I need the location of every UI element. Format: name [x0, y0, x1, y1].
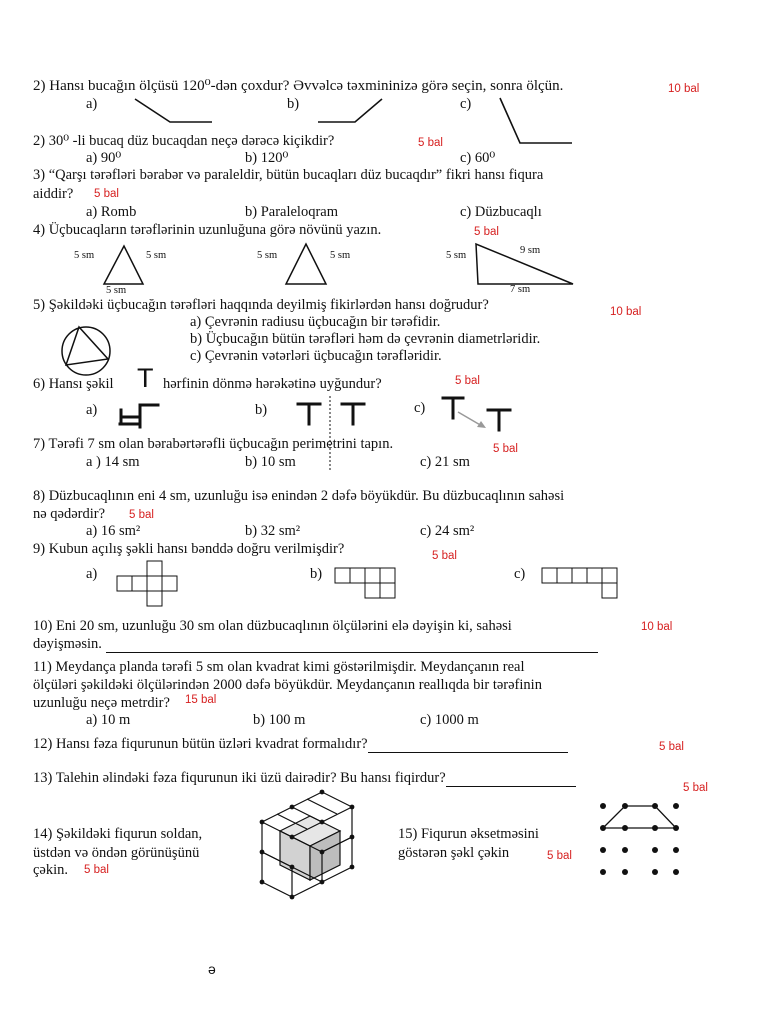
q2b-option-b: b) 120⁰ — [245, 150, 289, 166]
q13-points: 5 bal — [683, 782, 708, 794]
q15-points: 5 bal — [547, 850, 572, 862]
q5-text: 5) Şəkildəki üçbucağın tərəfləri haqqında deyilmiş fikirlərdən hansı doğrudur? — [33, 297, 489, 313]
q9-text: 9) Kubun açılış şəkli hansı bənddə doğru verilmişdir? — [33, 541, 345, 557]
q12-text: 12) Hansı fəza fiqurunun bütün üzləri kvadrat formalıdır? — [33, 736, 568, 753]
q6-option-a: a) — [86, 402, 98, 418]
q4-t2-right: 5 sm — [330, 250, 351, 261]
q9-option-b: b) — [310, 566, 323, 582]
q12-points: 5 bal — [659, 741, 684, 753]
q4-t1-right: 5 sm — [146, 250, 167, 261]
q10-points: 10 bal — [641, 621, 673, 633]
q9-option-c: c) — [514, 566, 526, 582]
q2b-option-c: c) 60⁰ — [460, 150, 496, 166]
q8-option-a: a) 16 sm² — [86, 523, 141, 539]
q7-text: 7) Tərəfi 7 sm olan bərabərtərəfli üçbucağın perimetrini tapın. — [33, 436, 394, 452]
q2b-text: 2) 30⁰ -li bucaq düz bucaqdan neçə dərəcə kiçikdir? — [33, 133, 335, 149]
q4-t3-right: 9 sm — [520, 245, 541, 256]
q11-option-a: a) 10 m — [86, 712, 131, 728]
q7-option-b: b) 10 sm — [245, 454, 296, 470]
q8-option-b: b) 32 sm² — [245, 523, 301, 539]
q8-points: 5 bal — [129, 509, 154, 521]
q7-points: 5 bal — [493, 443, 518, 455]
q2a-text: 2) Hansı bucağın ölçüsü 120⁰-dən çoxdur? Əvvəlcə təxmininizə görə seçin, sonra ölçün. — [33, 78, 564, 94]
q11-line1: 11) Meydança planda tərəfi 5 sm olan kvadrat kimi göstərilmişdir. Meydançanın real — [33, 659, 525, 675]
footer-mark: ə — [208, 961, 216, 977]
q6-option-b: b) — [255, 402, 268, 418]
q11-points: 15 bal — [185, 694, 217, 706]
q4-t1-left: 5 sm — [74, 250, 95, 261]
q2a-points: 10 bal — [668, 83, 700, 95]
q11-line3: uzunluğu neçə metrdir? — [33, 695, 170, 711]
q6-points: 5 bal — [455, 375, 480, 387]
q10-line2: dəyişməsin. — [33, 636, 598, 653]
q11-option-c: c) 1000 m — [420, 712, 479, 728]
q5-option-a: a) Çevrənin radiusu üçbucağın bir tərəfidir. — [190, 314, 441, 330]
q14-points: 5 bal — [84, 864, 109, 876]
q14-line2: üstdən və öndən görünüşünü — [33, 845, 200, 861]
q6-letter: T — [137, 363, 154, 393]
q3-option-a: a) Romb — [86, 204, 137, 220]
q6-pre: 6) Hansı şəkil — [33, 376, 114, 392]
q2b-points: 5 bal — [418, 137, 443, 149]
q15-line2: göstərən şəkl çəkin — [398, 845, 510, 861]
q6-option-c: c) — [414, 400, 426, 416]
q2a-option-c: c) — [460, 96, 472, 112]
q11-line2: ölçüləri şəkildəki ölçülərindən 2000 dəfə böyükdür. Meydançanın reallıqda bir tərəfinin — [33, 677, 542, 693]
q10-line1: 10) Eni 20 sm, uzunluğu 30 sm olan düzbucaqlının ölçülərini elə dəyişin ki, sahəsi — [33, 618, 512, 634]
q3-option-c: c) Düzbucaqlı — [460, 204, 542, 220]
q4-t3-left: 5 sm — [446, 250, 467, 261]
q8-option-c: c) 24 sm² — [420, 523, 475, 539]
q6-post: hərfinin dönmə hərəkətinə uyğundur? — [163, 376, 382, 392]
q14-line3: çəkin. — [33, 862, 69, 878]
q9-option-a: a) — [86, 566, 98, 582]
q14-line1: 14) Şəkildəki fiqurun soldan, — [33, 826, 203, 842]
q8-line1: 8) Düzbucaqlının eni 4 sm, uzunluğu isə enindən 2 dəfə böyükdür. Bu düzbucaqlının sahəsi — [33, 488, 565, 504]
q4-text: 4) Üçbucaqların tərəflərinin uzunluğuna görə növünü yazın. — [33, 222, 382, 238]
q11-option-b: b) 100 m — [253, 712, 306, 728]
q5-option-b: b) Üçbucağın bütün tərəfləri həm də çevrənin diametrləridir. — [190, 331, 541, 347]
q5-option-c: c) Çevrənin vətərləri üçbucağın tərəfləridir. — [190, 348, 442, 364]
q3-line1: 3) “Qarşı tərəfləri bərabər və paraleldir, bütün bucaqları düz bucaqdır” fikri hansı fiqura — [33, 167, 544, 183]
q8-line2: nə qədərdir? — [33, 506, 106, 522]
q13-text: 13) Talehin əlindəki fəza fiqurunun iki üzü dairədir? Bu hansı fiqirdur? — [33, 770, 576, 787]
q15-line1: 15) Fiqurun əksetməsini — [398, 826, 539, 842]
q4-t3-bottom: 7 sm — [510, 284, 531, 295]
q3-option-b: b) Paraleloqram — [245, 204, 339, 220]
q9-points: 5 bal — [432, 550, 457, 562]
q2a-option-a: a) — [86, 96, 98, 112]
q7-option-a: a ) 14 sm — [86, 454, 140, 470]
q7-option-c: c) 21 sm — [420, 454, 470, 470]
q3-line2: aiddir? — [33, 186, 74, 202]
q2a-option-b: b) — [287, 96, 300, 112]
q2b-option-a: a) 90⁰ — [86, 150, 122, 166]
q5-points: 10 bal — [610, 306, 642, 318]
q4-t2-left: 5 sm — [257, 250, 278, 261]
q4-t1-bottom: 5 sm — [106, 285, 127, 296]
q4-points: 5 bal — [474, 226, 499, 238]
q3-points: 5 bal — [94, 188, 119, 200]
